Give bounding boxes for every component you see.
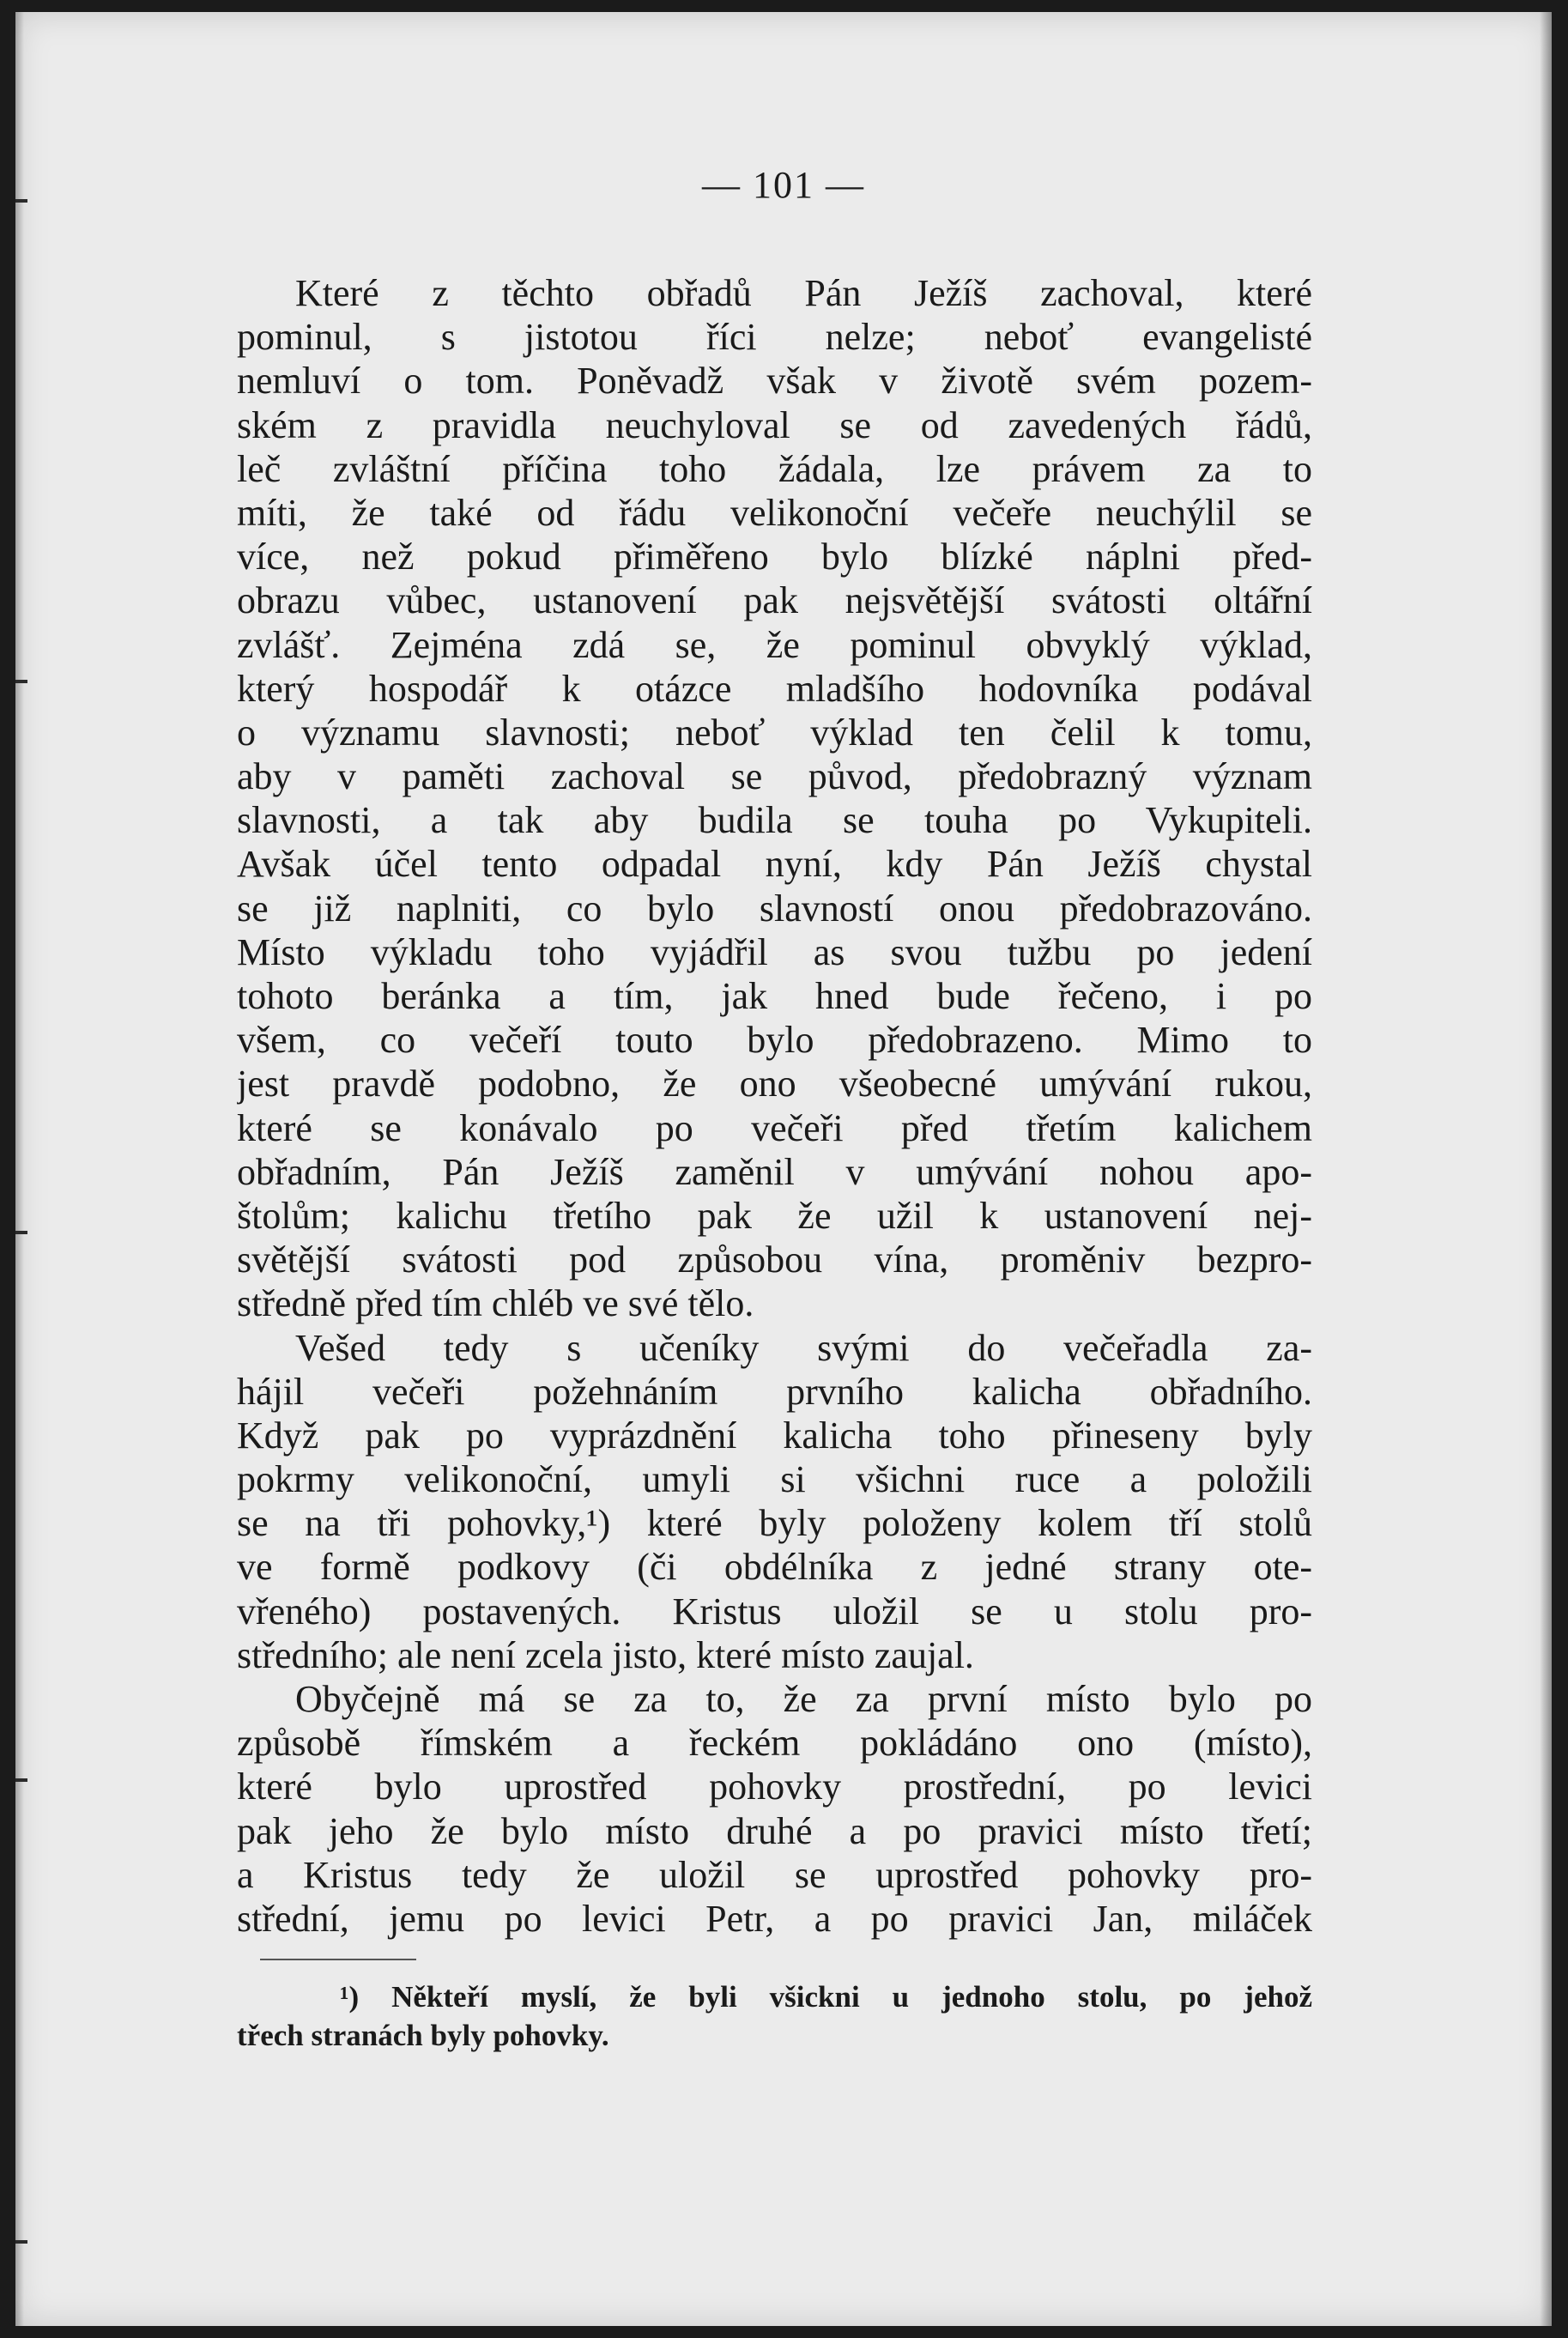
margin-mark: [15, 1778, 27, 1782]
text-line: střední, jemu po levici Petr, a po pravici Jan, miláček: [237, 1897, 1312, 1940]
margin-mark: [15, 1231, 27, 1234]
text-line: zvlášť. Zejména zdá se, že pominul obvyklý výklad,: [237, 623, 1312, 666]
text-line: pak jeho že bylo místo druhé a po pravici místo třetí;: [237, 1809, 1312, 1852]
text-line: obrazu vůbec, ustanovení pak nejsvětější svátosti oltářní: [237, 579, 1312, 622]
text-line: a Kristus tedy že uložil se uprostřed pohovky pro-: [237, 1853, 1312, 1896]
text-line: aby v paměti zachoval se původ, předobrazný význam: [237, 755, 1312, 798]
text-line: štolům; kalichu třetího pak že užil k ustanovení nej-: [237, 1194, 1312, 1237]
text-line: Avšak účel tento odpadal nyní, kdy Pán Ježíš chystal: [237, 843, 1312, 886]
text-line: který hospodář k otázce mladšího hodovníka podával: [237, 667, 1312, 710]
text-line: slavnosti, a tak aby budila se touha po Vykupiteli.: [237, 799, 1312, 842]
text-line: Které z těchto obřadů Pán Ježíš zachoval, které: [295, 272, 1312, 314]
text-line: světější svátosti pod způsobou vína, proměniv bezpro-: [237, 1239, 1312, 1281]
text-line: tohoto beránka a tím, jak hned bude řečeno, i po: [237, 975, 1312, 1017]
footnote-line: třech stranách byly pohovky.: [237, 2019, 609, 2052]
footnote-line: ¹) Někteří myslí, že byli všickni u jednoho stolu, po jehož: [340, 1980, 1312, 2014]
text-line: pokrmy velikonoční, umyli si všichni ruce a položili: [237, 1458, 1312, 1501]
text-line: nemluví o tom. Poněvadž však v životě svém pozem-: [237, 360, 1312, 403]
text-line: které bylo uprostřed pohovky prostřední, po levici: [237, 1766, 1312, 1808]
text-line: způsobě římském a řeckém pokládáno ono (místo),: [237, 1722, 1312, 1765]
footnote: [237, 1978, 1312, 2055]
text-line: které se konávalo po večeři před třetím kalichem: [237, 1106, 1312, 1149]
text-line: leč zvláštní příčina toho žádala, lze právem za to: [237, 447, 1312, 490]
scanned-book-page: [15, 12, 1552, 2326]
margin-mark: [15, 2240, 27, 2244]
margin-mark: [15, 680, 27, 683]
text-line: ve formě podkovy (či obdélníka z jedné strany ote-: [237, 1546, 1312, 1589]
footnote-separator: [260, 1959, 416, 1960]
text-line: ském z pravidla neuchyloval se od zavedených řádů,: [237, 403, 1312, 446]
text-line: o významu slavnosti; neboť výklad ten čelil k tomu,: [237, 711, 1312, 754]
text-line: jest pravdě podobno, že ono všeobecné umývání rukou,: [237, 1063, 1312, 1105]
text-line: středního; ale není zcela jisto, které místo zaujal.: [237, 1633, 974, 1676]
body-text: [237, 271, 1312, 1941]
text-line: vřeného) postavených. Kristus uložil se u stolu pro-: [237, 1590, 1312, 1632]
text-line: míti, že také od řádu velikonoční večeře neuchýlil se: [237, 491, 1312, 534]
text-line: středně před tím chléb ve své tělo.: [237, 1282, 754, 1325]
text-line: pominul, s jistotou říci nelze; neboť evangelisté: [237, 316, 1312, 359]
text-line: se na tři pohovky,¹) které byly položeny kolem tří stolů: [237, 1502, 1312, 1545]
text-line: všem, co večeří touto bylo předobrazeno. Mimo to: [237, 1019, 1312, 1062]
page-left-shadow: [15, 12, 24, 2326]
text-line: Obyčejně má se za to, že za první místo bylo po: [295, 1678, 1312, 1720]
page-number: — 101 —: [702, 164, 865, 206]
page-right-shadow: [1540, 12, 1552, 2326]
text-line: obřadním, Pán Ježíš zaměnil v umývání nohou apo-: [237, 1150, 1312, 1193]
text-line: hájil večeři požehnáním prvního kalicha obřadního.: [237, 1370, 1312, 1413]
text-line: se již naplniti, co bylo slavností onou předobrazováno.: [237, 887, 1312, 930]
text-line: Vešed tedy s učeníky svými do večeřadla za-: [295, 1326, 1312, 1369]
text-line: Když pak po vyprázdnění kalicha toho přineseny byly: [237, 1414, 1312, 1457]
text-line: více, než pokud přiměřeno bylo blízké náplni před-: [237, 536, 1312, 578]
text-line: Místo výkladu toho vyjádřil as svou tužbu po jedení: [237, 930, 1312, 973]
